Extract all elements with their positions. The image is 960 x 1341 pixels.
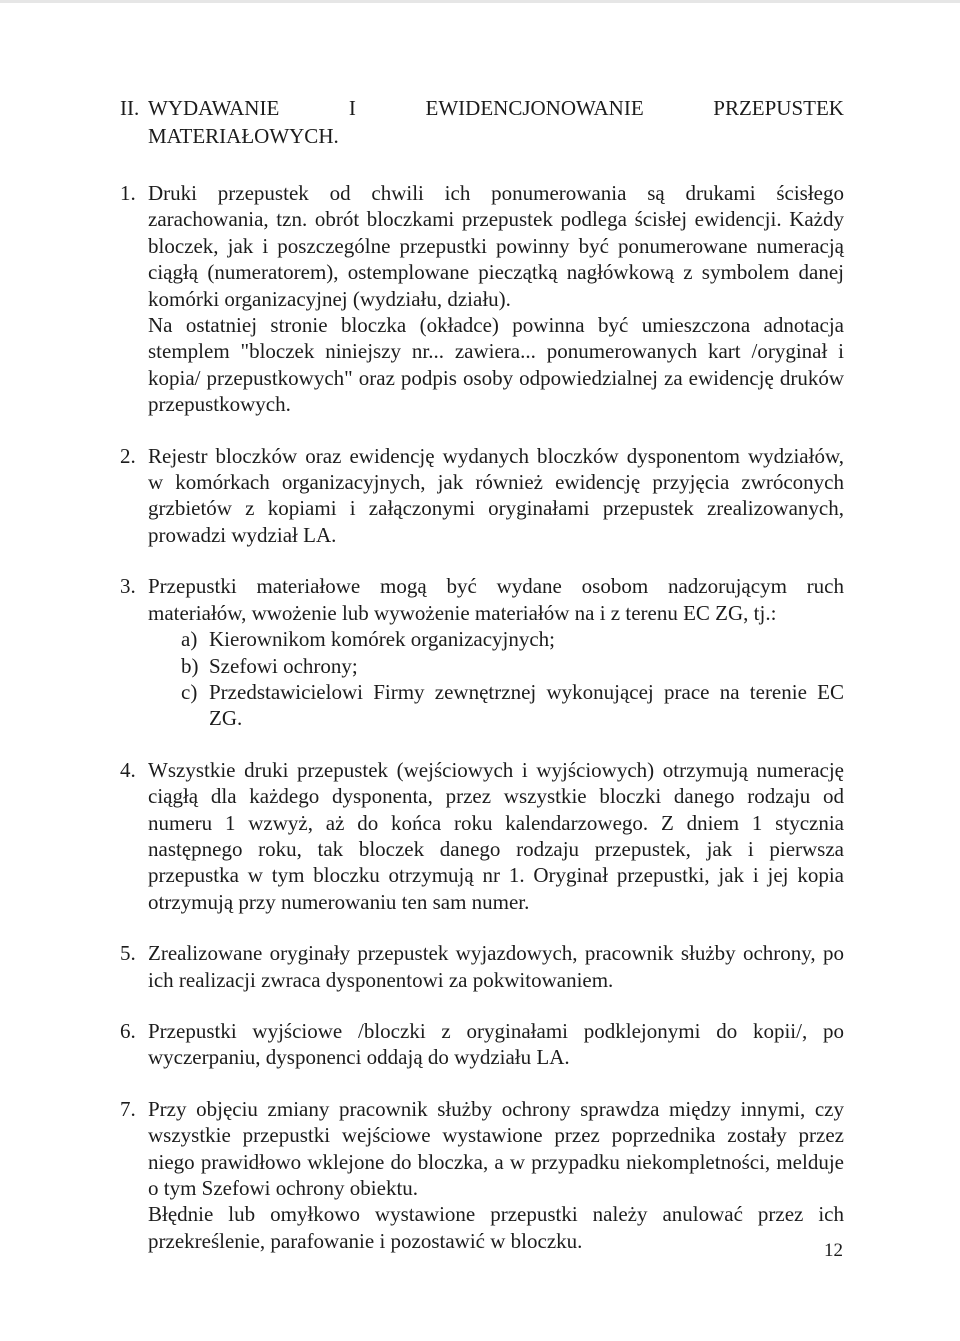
section-number: 5.	[120, 941, 136, 966]
list-item	[148, 626, 844, 652]
section-paragraph: Druki przepustek od chwili ich ponumerowania są drukami ścisłego zarachowania, tzn. obrót bloczkami przepustek podlega ścisłej ewidencji. Każdy bloczek, jak i poszczególne przepustki powinny być ponumerowane numeracją ciągłą (numeratorem), ostemplowane pieczątką nagłówkową z symbolem danej komórki organizacyjnej (wydziału, działu).	[148, 181, 844, 311]
list-item-text: Kierownikom komórek organizacyjnych;	[209, 627, 556, 652]
section-paragraph: Na ostatniej stronie bloczka (okładce) powinna być umieszczona adnotacja stemplem "bloczek niniejszy nr... zawiera... ponumerowanych kart /oryginał i kopia/ przepustkowych" oraz podpis osoby odpowiedzialnej za ewidencję druków przepustkowych.	[148, 313, 844, 417]
section-7	[120, 1096, 844, 1254]
document-page	[120, 94, 844, 1254]
chapter-title-line2: MATERIAŁOWYCH.	[148, 124, 339, 148]
chapter-title-word: I	[348, 96, 356, 120]
page-number: 12	[824, 1240, 843, 1261]
list-item-text: Szefowi ochrony;	[209, 653, 358, 678]
section-1	[120, 180, 844, 418]
section-5	[120, 940, 844, 993]
list-item-letter: c)	[181, 679, 198, 704]
list-item	[148, 653, 844, 679]
section-paragraph: Przy objęciu zmiany pracownik służby ochrony sprawdza między innymi, czy wszystkie przepustki wejściowe wystawione przez poprzednika zostały przez niego prawidłowo wklejone do bloczka, a w przypadku niekompletności, melduje o tym Szefowi ochrony obiektu.	[148, 1096, 844, 1200]
section-number: 6.	[120, 1018, 136, 1043]
section-3	[120, 573, 844, 626]
list-item-letter: a)	[181, 627, 198, 652]
chapter-title-word: WYDAWANIE	[148, 96, 280, 120]
section-2	[120, 443, 844, 549]
section-paragraph: Błędnie lub omyłkowo wystawione przepustki należy anulować przez ich przekreślenie, parafowanie i pozostawić w bloczku.	[148, 1202, 844, 1253]
section-3-list	[148, 626, 844, 732]
chapter-title-line1	[148, 94, 844, 122]
section-paragraph: Wszystkie druki przepustek (wejściowych i wyjściowych) otrzymują numerację ciągłą dla każdego dysponenta, przez wszystkie bloczki danego rodzaju od numeru 1 wzwyż, aż do końca roku kalendarzowego. Z dniem 1 stycznia następnego roku, tak bloczek danego rodzaju przepustek, jak i pierwsza przepustka w tym bloczku otrzymują nr 1. Oryginał przepustki, jak i jej kopia otrzymują przy numerowaniu ten sam numer.	[148, 757, 844, 914]
section-number: 4.	[120, 757, 136, 782]
chapter-number: II.	[120, 96, 140, 120]
section-number: 1.	[120, 181, 136, 205]
section-number: 2.	[120, 443, 136, 468]
section-paragraph: Zrealizowane oryginały przepustek wyjazdowych, pracownik służby ochrony, po ich realizacji zwraca dysponentowi za pokwitowaniem.	[148, 941, 844, 992]
list-item-letter: b)	[181, 653, 199, 678]
chapter-heading	[120, 94, 844, 150]
chapter-title-word: EWIDENCJONOWANIE	[425, 96, 644, 120]
chapter-title-word: PRZEPUSTEK	[713, 96, 844, 120]
section-number: 7.	[120, 1096, 136, 1121]
section-paragraph: Przepustki materiałowe mogą być wydane osobom nadzorującym ruch materiałów, wwożenie lub wywożenie materiałów na i z terenu EC ZG, tj.:	[148, 574, 844, 625]
section-paragraph: Rejestr bloczków oraz ewidencję wydanych bloczków dysponentom wydziałów, w komórkach organizacyjnych, jak również ewidencję przyjęcia zwróconych grzbietów z kopiami i załączonymi oryginałami przepustek zrealizowanych, prowadzi wydział LA.	[148, 443, 844, 547]
section-4	[120, 757, 844, 915]
section-paragraph: Przepustki wyjściowe /bloczki z oryginałami podklejonymi do kopii/, po wyczerpaniu, dysponenci oddają do wydziału LA.	[148, 1018, 844, 1070]
section-6	[120, 1018, 844, 1071]
list-item	[148, 679, 844, 732]
list-item-text: Przedstawicielowi Firmy zewnętrznej wykonującej prace na terenie EC ZG.	[209, 679, 844, 731]
section-number: 3.	[120, 574, 136, 599]
scan-top-edge	[0, 0, 960, 3]
